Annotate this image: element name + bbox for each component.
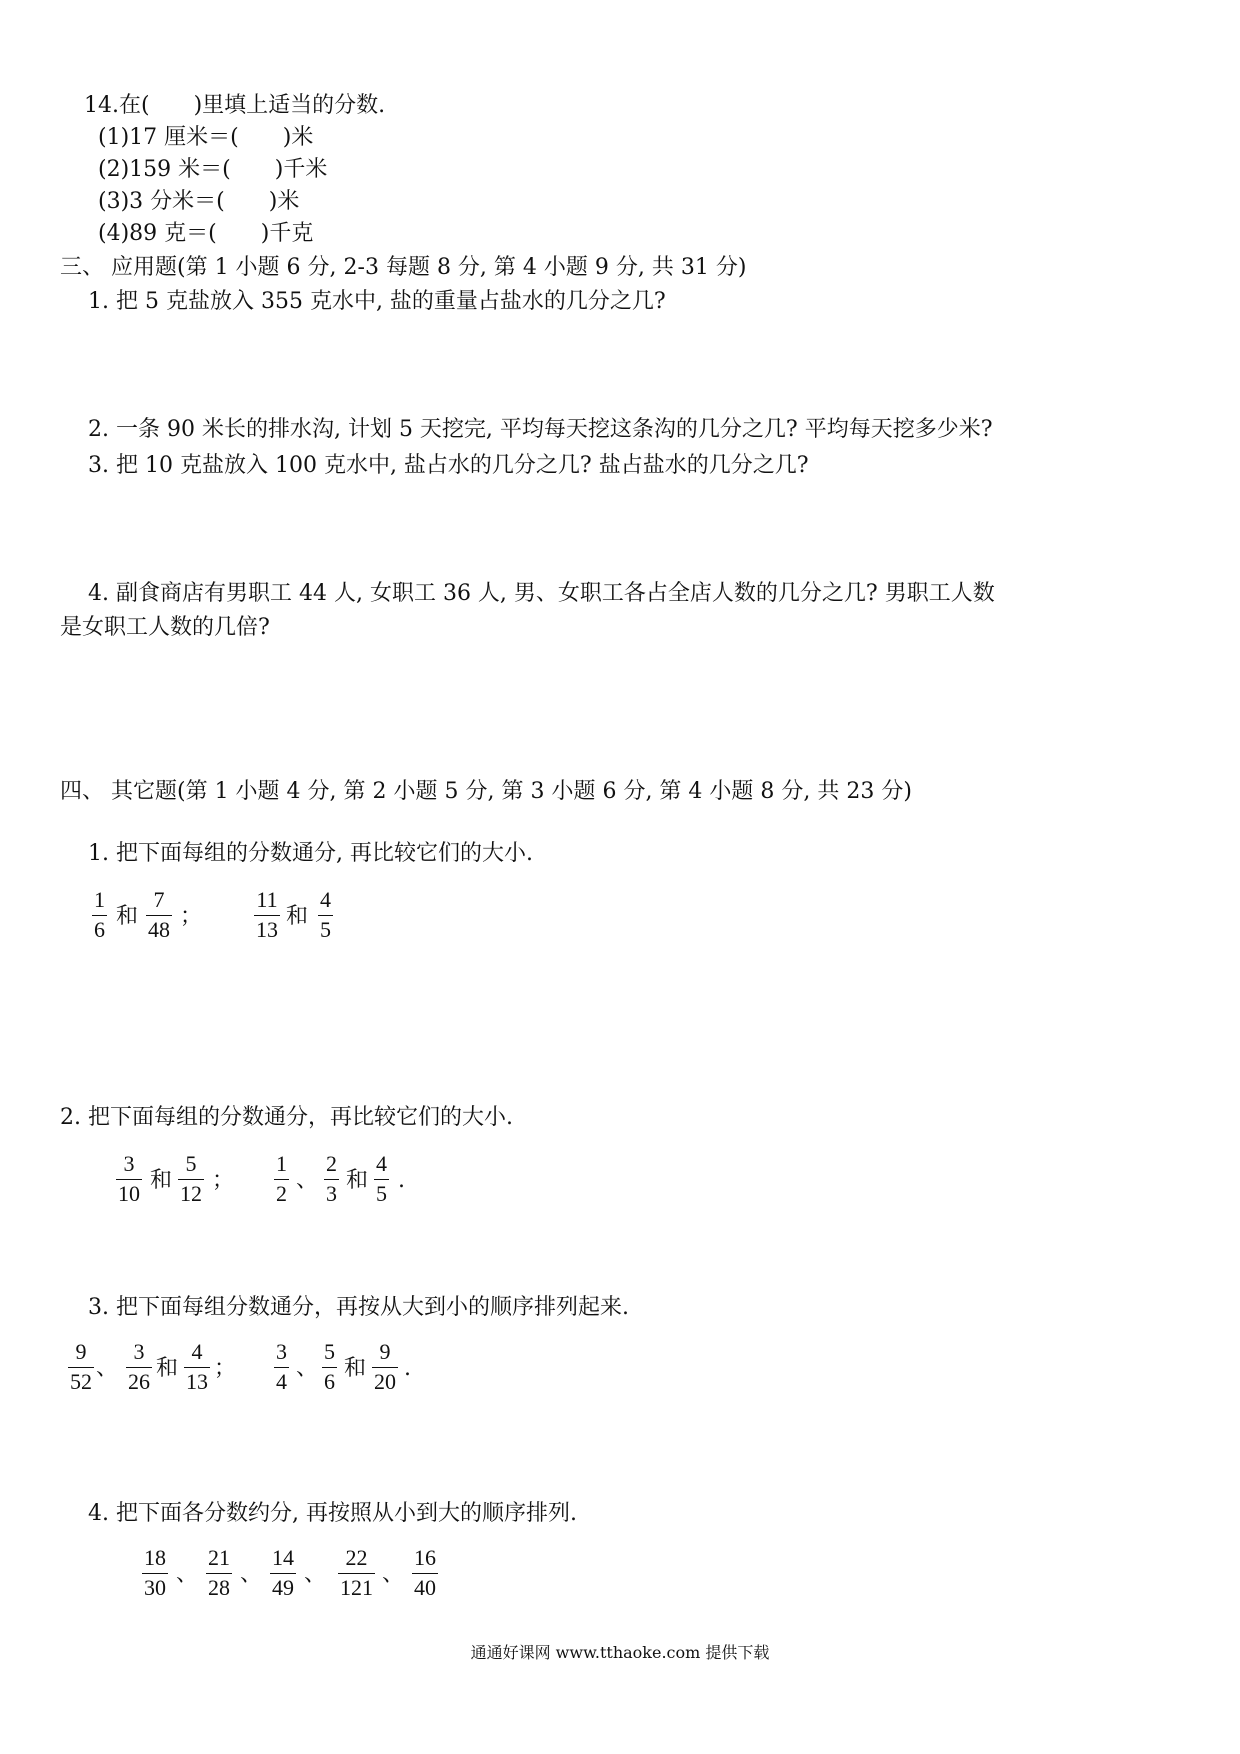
fraction: 3 10 xyxy=(118,1151,140,1206)
fraction: 4 5 xyxy=(376,1151,387,1206)
enumeration-comma: 、 xyxy=(304,1562,327,1587)
and-word: 和 xyxy=(346,1168,369,1193)
period: . xyxy=(398,1168,405,1193)
s3-q3: 3. 把 10 克盐放入 100 克水中, 盐占水的几分之几? 盐占盐水的几分之几? xyxy=(88,453,809,478)
enumeration-comma: 、 xyxy=(382,1562,405,1587)
section3-heading: 三、 应用题(第 1 小题 6 分, 2-3 每题 8 分, 第 4 小题 9 分, 共 31 分) xyxy=(60,255,747,280)
q14-item-1: (1)17 厘米＝( )米 xyxy=(98,125,314,150)
q14-title: 14.在( )里填上适当的分数. xyxy=(84,93,386,118)
fraction: 14 49 xyxy=(272,1545,294,1600)
fraction: 1 2 xyxy=(276,1151,287,1206)
fraction: 18 30 xyxy=(144,1545,166,1600)
s4-q3: 3. 把下面每组分数通分，再按从大到小的顺序排列起来. xyxy=(88,1295,629,1320)
fraction: 5 12 xyxy=(180,1151,202,1206)
s4-q4: 4. 把下面各分数约分, 再按照从小到大的顺序排列. xyxy=(88,1501,577,1526)
page-footer: 通通好课网 www.tthaoke.com 提供下载 xyxy=(470,1643,770,1662)
q14-item-3: (3)3 分米＝( )米 xyxy=(98,189,300,214)
enumeration-comma: 、 xyxy=(176,1562,199,1587)
and-word: 和 xyxy=(116,904,139,929)
s3-q1: 1. 把 5 克盐放入 355 克水中, 盐的重量占盐水的几分之几? xyxy=(88,289,666,314)
fraction: 16 40 xyxy=(414,1545,436,1600)
fraction: 3 26 xyxy=(128,1339,150,1394)
fraction: 22 121 xyxy=(340,1545,373,1600)
fraction: 4 5 xyxy=(320,887,331,942)
and-word: 和 xyxy=(286,904,309,929)
enumeration-comma: 、 xyxy=(296,1356,319,1381)
section4-heading: 四、 其它题(第 1 小题 4 分, 第 2 小题 5 分, 第 3 小题 6 分, 第 4 小题 8 分, 共 23 分) xyxy=(60,779,912,804)
fraction: 4 13 xyxy=(186,1339,208,1394)
s3-q4-line1: 4. 副食商店有男职工 44 人, 女职工 36 人, 男、女职工各占全店人数的几分之几? 男职工人数 xyxy=(88,581,995,606)
semicolon: ； xyxy=(214,1356,237,1381)
semicolon: ； xyxy=(180,904,203,929)
fraction: 2 3 xyxy=(326,1151,337,1206)
q14-item-2: (2)159 米＝( )千米 xyxy=(98,157,328,182)
fraction: 1 6 xyxy=(94,887,105,942)
enumeration-comma: 、 xyxy=(240,1562,263,1587)
s3-q4-line2: 是女职工人数的几倍? xyxy=(60,615,270,640)
fraction: 9 20 xyxy=(374,1339,396,1394)
enumeration-comma: 、 xyxy=(96,1356,119,1381)
period: . xyxy=(404,1356,411,1381)
s4-q2: 2. 把下面每组的分数通分，再比较它们的大小. xyxy=(60,1105,513,1130)
s3-q2: 2. 一条 90 米长的排水沟, 计划 5 天挖完, 平均每天挖这条沟的几分之几? 平均每天挖多少米? xyxy=(88,417,993,442)
and-word: 和 xyxy=(156,1356,179,1381)
semicolon: ； xyxy=(212,1168,235,1193)
fraction: 21 28 xyxy=(208,1545,230,1600)
fraction: 3 4 xyxy=(276,1339,287,1394)
fraction: 11 13 xyxy=(256,887,278,942)
and-word: 和 xyxy=(150,1168,173,1193)
fraction: 5 6 xyxy=(324,1339,335,1394)
s4-q1: 1. 把下面每组的分数通分, 再比较它们的大小. xyxy=(88,841,533,866)
enumeration-comma: 、 xyxy=(296,1168,319,1193)
fraction: 7 48 xyxy=(148,887,170,942)
and-word: 和 xyxy=(344,1356,367,1381)
q14-item-4: (4)89 克＝( )千克 xyxy=(98,221,314,246)
fraction: 9 52 xyxy=(70,1339,92,1394)
